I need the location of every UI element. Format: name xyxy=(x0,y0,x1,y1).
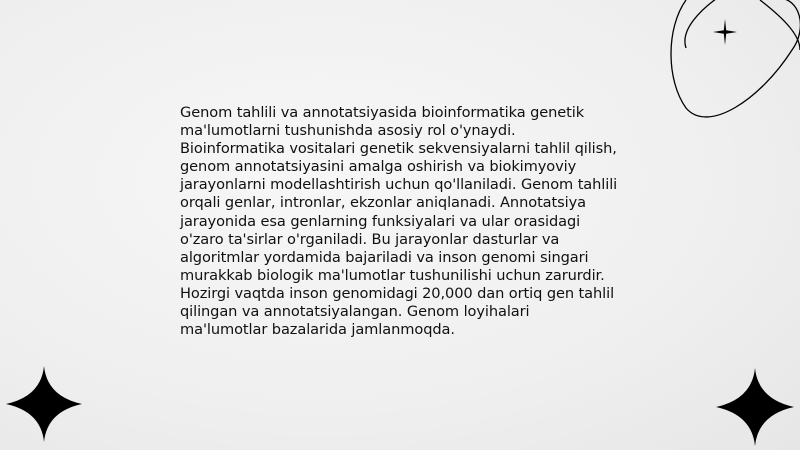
four-point-star-icon xyxy=(6,366,82,442)
body-paragraph: Genom tahlili va annotatsiyasida bioinformatika genetik ma'lumotlarni tushunishda asosiy rol o'ynaydi. Bioinformatika vositalari genetik sekvensiyalarni tahlil qilish, genom annotatsiyasini amalga oshirish va biokimyoviy jarayonlarni modellashtirish uchun qo'llaniladi. Genom tahlili orqali genlar, intronlar, ekzonlar aniqlanadi. Annotatsiya jarayonida esa genlarning funksiyalari va ular orasidagi o'zaro ta'sirlar o'rganiladi. Bu jarayonlar dasturlar va algoritmlar yordamida bajariladi va inson genomi singari murakkab biologik ma'lumotlar tushunilishi uchun zarurdir. Hozirgi vaqtda inson genomidagi 20,000 dan ortiq gen tahlil qilingan va annotatsiyalangan. Genom loyihalari ma'lumotlar bazalarida jamlanmoqda. xyxy=(180,104,618,339)
orbit-sparkle-icon xyxy=(660,0,800,140)
four-point-star-icon xyxy=(716,368,794,446)
